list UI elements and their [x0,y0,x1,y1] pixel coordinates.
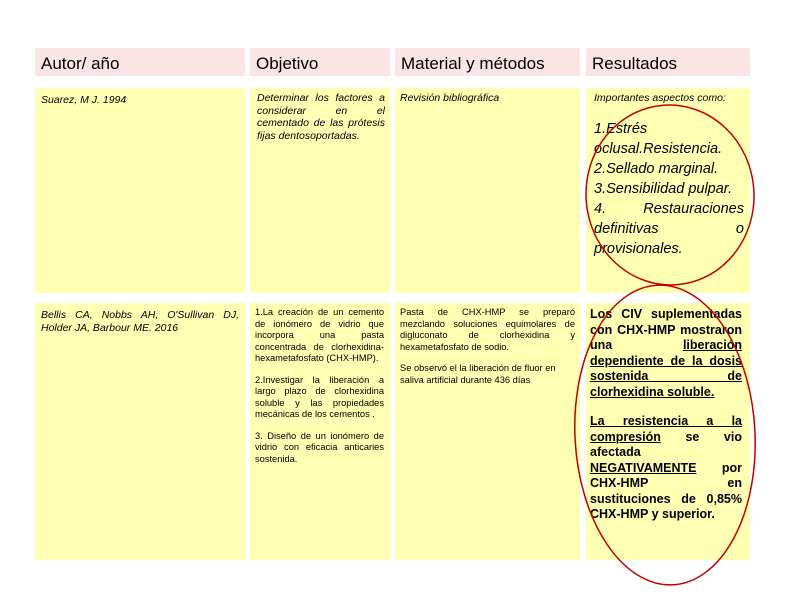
row2-method-2: Se observó el la liberación de fluor en saliva artificial durante 436 días [400,363,556,385]
header-author [35,48,245,76]
row1-result-item: 4. Restauraciones definitivas o provisionales. [594,200,744,257]
row1-result-item: 3.Sensibilidad pulpar. [594,180,733,197]
row1-methods-cell [395,88,580,293]
header-methods-label: Material y métodos [401,54,545,73]
row2-objective-2: 2.Investigar la liberación a largo plazo de clorhexidina soluble y las propiedades mecánicas de los cementos . [255,374,384,419]
row2-author-cell [35,303,245,560]
row2-methods-cell [395,303,580,560]
row1-results-intro: Importantes aspectos como: [594,92,726,104]
header-author-label: Autor/ año [41,54,120,73]
row2-result-1-emphasis: liberación dependiente de la dosis sostenida de clorhexidina soluble. [590,338,742,399]
row1-results-cell [586,88,750,293]
row2-author: Bellis CA, Nobbs AH, O'Sullivan DJ, Holder JA, Barbour ME. 2016 [41,309,239,334]
row1-result-item: 2.Sellado marginal. [594,160,719,177]
row2-objective-1: 1.La creación de un cemento de ionómero de vidrio que incorpora una pasta concentrada de clorhexidina-hexametafosfato (CHX-HMP). [255,307,384,363]
row1-author-cell [35,88,245,293]
row1-results-list [594,119,744,259]
row2-result-2 [590,414,742,523]
row1-objective-cell [250,88,390,293]
row2-result-2-emphasis: La resistencia a la compresión [590,414,742,444]
row2-objective-cell [250,303,390,560]
row2-result-2-text: se vio afectada [590,429,742,459]
header-results-label: Resultados [592,54,678,73]
row1-objective: Determinar los factores a considerar en el cementado de las prótesis fijas dentosoportadas. [257,92,385,142]
header-results [586,48,750,76]
row2-result-2-tail: por CHX-HMP en sustituciones de 0,85% CHX-HMP y superior. [590,460,742,521]
header-objective [250,48,390,76]
row1-methods: Revisión bibliográfica [400,92,500,104]
row2-result-1-text: Los CIV suplementadas con CHX-HMP mostraron una [590,307,742,352]
header-methods [395,48,580,76]
row2-result-1 [590,307,742,400]
row2-result-2-negative: NEGATIVAMENTE [590,460,697,475]
row2-method-1: Pasta de CHX-HMP se preparó mezclando soluciones equimolares de digluconato de clorhexidina y hexametafosfato de sodio. [400,307,575,352]
row1-result-item: 1.Estrés oclusal.Resistencia. [594,120,723,157]
row1-author: Suarez, M J. 1994 [41,94,127,106]
row2-results-cell [586,303,750,560]
header-objective-label: Objetivo [256,54,319,73]
row2-objective-3: 3. Diseño de un ionómero de vidrio con eficacia anticaries sostenida. [255,430,384,464]
